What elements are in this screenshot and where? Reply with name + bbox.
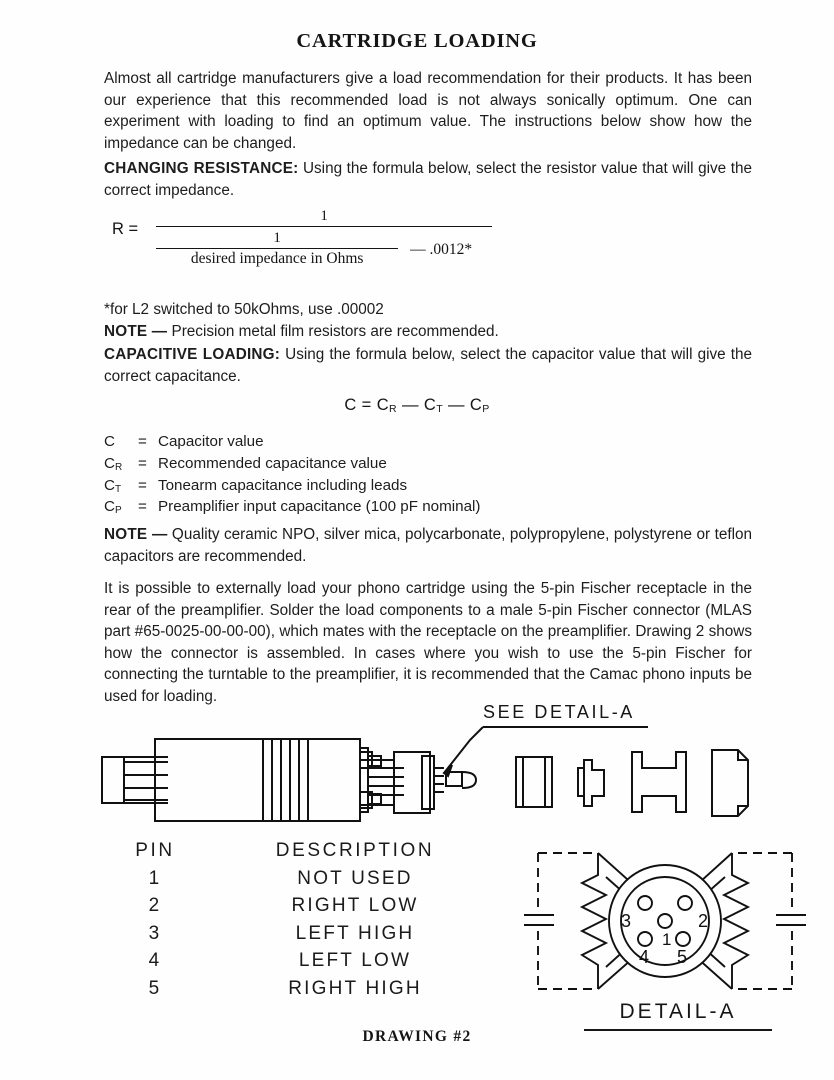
detail-a-caption-text: DETAIL-A [619,1000,737,1023]
part-sleeve [516,757,552,807]
capacitance-term-ct [424,396,443,414]
definition-row [104,497,480,519]
pin-label-1: 1 [662,930,672,949]
see-detail-leader-line [444,727,483,773]
resistance-note-text: Precision metal film resistors are recommended. [167,322,499,340]
page-title: CARTRIDGE LOADING [296,30,538,52]
detail-a-caption [578,1000,778,1031]
pin-hole-5 [676,932,690,946]
cell-description: NOT USED [297,867,413,889]
part-flanged-collar [584,760,604,806]
connector-front-collar [308,739,360,821]
part-backshell-notch2 [738,806,748,816]
capacitance-op-2: — [448,396,465,414]
formula-lhs-R: R = [112,219,139,238]
cell-description: RIGHT HIGH [288,977,422,999]
resistance-note [104,321,752,343]
connector-nose-shank [360,748,368,812]
capacitance-formula [0,396,834,415]
cell-pin: 3 [148,922,162,944]
connector-nose-lower [360,792,372,808]
changing-resistance-paragraph [104,158,752,201]
part-backshell [712,750,748,816]
table-row [100,950,500,978]
changing-resistance-block [104,158,752,201]
connector-rear-fins [124,762,168,800]
pin-hole-4 [638,932,652,946]
definition-equals: = [138,433,147,450]
definition-row [104,476,480,498]
definition-symbol-base: C [104,454,115,472]
sub-rear-fins [367,768,404,795]
inner-denominator: desired impedance in Ohms [190,250,364,267]
ct-base: C [423,396,437,414]
definition-symbol-sub: R [114,461,123,473]
part-collar-stem [578,768,584,796]
capacitor-note-block [104,524,752,567]
pin-label-4: 4 [639,947,650,967]
cr-base: C [376,396,390,414]
definition-symbol-base: C [104,433,115,450]
capacitive-loading-block [104,344,752,387]
definition-equals: = [138,476,147,494]
pin-hole-2 [678,896,692,910]
cr-sub: R [389,403,397,415]
symbol-definitions-list [104,432,480,519]
drawing-number-caption: DRAWING #2 [362,1028,472,1045]
sub-pins [434,768,444,792]
cell-description: LEFT LOW [298,950,412,971]
assembled-connector-figure [102,739,381,821]
resistance-formula [112,208,512,268]
definition-symbol-base: C [104,476,115,494]
sub-collar [422,756,434,809]
table-row [100,868,500,896]
connector-knurl-lines [272,739,299,821]
capacitive-loading-paragraph [104,344,752,387]
outer-fraction [156,208,492,268]
capacitance-term-cr [377,396,397,414]
definition-symbol [104,497,138,519]
table-row [100,895,500,923]
table-row [100,978,500,1006]
see-detail-a-label: SEE DETAIL-A [483,702,635,722]
ct-sub: T [436,403,444,415]
capacitor-note-label: NOTE — [104,526,168,543]
pin-label-2: 2 [698,911,709,931]
pin-label-3: 3 [621,911,632,931]
connector-knurl-band [263,739,308,821]
cell-pin: 2 [148,895,162,916]
changing-resistance-heading: CHANGING RESISTANCE: [104,160,299,177]
definition-equals: = [138,454,147,472]
see-detail-leader [444,727,648,776]
pin-label-5: 5 [677,947,688,967]
connector-rear-cap [102,757,124,803]
definition-symbol-base: C [104,498,115,516]
column-header-description: DESCRIPTION [275,840,435,861]
cell-pin: 4 [148,950,162,971]
detail-a-diagram [520,845,810,1005]
resistance-footnote: *for L2 switched to 50kOhms, use .00002 [104,301,384,318]
capacitance-formula-lhs: C [344,396,357,414]
pin-description-table [100,840,500,1005]
formula-minus-term: — .0012* [410,241,473,258]
connector-key-lower [368,794,381,804]
changing-resistance-text: Using the formula below, select the resistor value that will give the correct impedance. [104,160,752,199]
definition-symbol [104,454,138,476]
sub-body [394,752,430,813]
table-row [100,923,500,951]
resistance-note-label: NOTE — [104,322,168,340]
definition-row [104,432,480,454]
capacitive-loading-heading: CAPACITIVE LOADING: [104,346,281,363]
definition-row [104,454,480,476]
external-loading-block [104,578,752,707]
capacitance-op-1: — [401,396,419,414]
connector-body-front [155,739,263,821]
capacitive-loading-text: Using the formula below, select the capacitor value that will give the correct capacitance. [104,346,753,385]
inner-fraction [156,230,398,268]
sub-rear-block [360,760,394,805]
part-sleeve-edges [523,757,545,807]
definition-symbol [104,432,138,454]
outer-numerator: 1 [320,208,328,224]
resistance-footnote-block [104,299,752,342]
definition-symbol-sub: P [114,505,122,517]
right-resistor-symbol [724,853,748,989]
connector-pin-subassembly-figure [360,752,476,813]
capacitor-note-text: Quality ceramic NPO, silver mica, polycarbonate, polypropylene, polystyrene or teflon capacitors are recommended. [104,526,753,565]
capacitor-note [104,524,752,567]
table-header-row [100,840,500,868]
left-resistor-symbol [582,853,606,989]
inner-fraction-bar [156,248,398,249]
capacitance-formula-eq: = [361,396,372,414]
cp-base: C [469,396,483,414]
part-backshell-notch [738,750,748,760]
definition-equals: = [138,498,147,516]
exploded-parts [516,750,748,816]
definition-symbol [104,476,138,498]
cell-description: LEFT HIGH [295,922,415,944]
definition-text: Recommended capacitance value [158,454,387,472]
inner-numerator: 1 [273,230,281,246]
connector-nose-upper [360,752,372,768]
definition-text: Preamplifier input capacitance (100 pF nominal) [158,498,481,516]
sub-wire-loop [462,772,476,788]
connector-key-upper [368,756,381,766]
cell-description: RIGHT LOW [291,895,419,916]
pin-hole-3 [638,896,652,910]
definition-symbol-sub: T [114,483,122,495]
see-detail-arrowhead [444,765,452,776]
cell-pin: 5 [148,977,162,999]
definition-text: Capacitor value [158,433,264,450]
column-header-pin: PIN [135,840,175,861]
capacitance-term-cp [470,396,490,414]
part-chuck [632,752,686,812]
external-loading-paragraph: It is possible to externally load your phono cartridge using the 5-pin Fischer receptacle in the rear of the preamplifier. Solder the load components to a male 5-pin Fischer connector (MLAS part #65-0025-00-00-00), which mates with the receptacle on the preamplifier. Drawing 2 shows how the connector is assembled. In cases where you wish to use the 5-pin Fischer for connecting the turntable to the preamplifier, it is recommended that the Camac phono inputs be used for loading. [104,580,752,705]
cp-sub: P [482,403,490,415]
intro-paragraph-block [104,68,752,154]
intro-paragraph: Almost all cartridge manufacturers give a load recommendation for their products. It has been our experience that this recommended load is not always sonically optimum. One can experiment with loading to find an optimum value. The instructions below show how the impedance can be changed. [104,70,752,152]
definition-text: Tonearm capacitance including leads [158,476,408,494]
cell-pin: 1 [148,867,162,889]
sub-solder-cup [446,772,462,786]
pin-hole-1 [658,914,672,928]
